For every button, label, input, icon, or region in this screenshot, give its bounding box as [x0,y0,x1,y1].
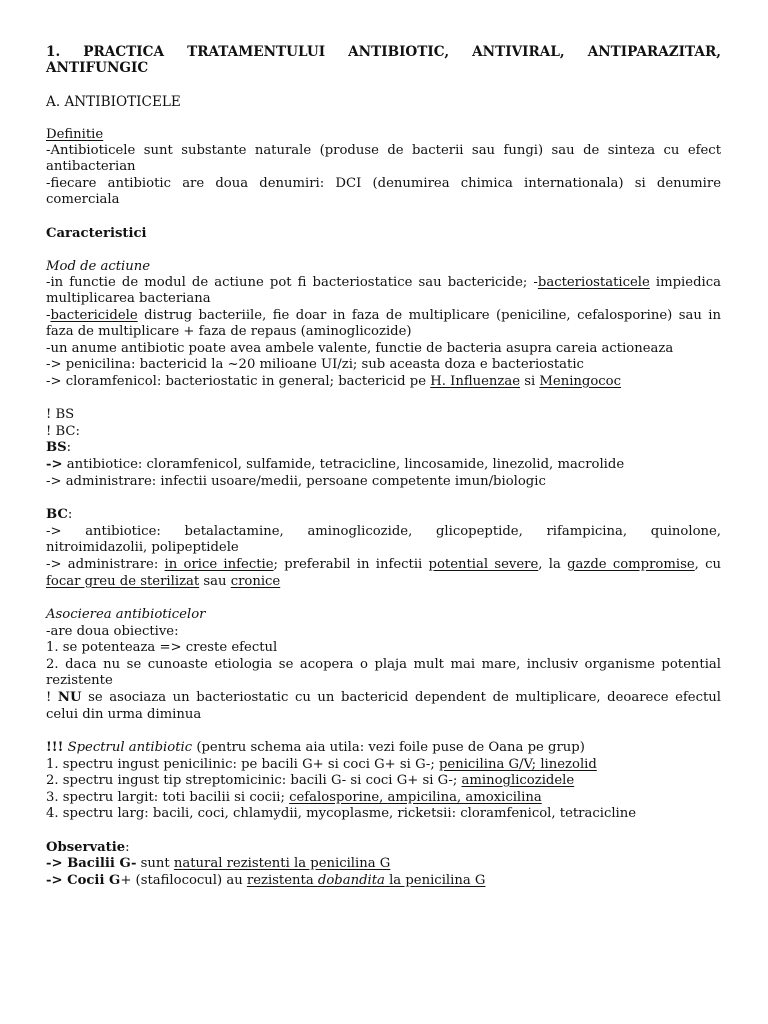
note-bc: ! BC: [46,424,80,439]
paragraph-line: comerciala [46,192,120,207]
paragraph-line: -fiecare antibiotic are doua denumiri: DCI (denumirea chimica internationala) si denumire [46,176,721,191]
paragraph-line: 1. se potenteaza => creste efectul [46,640,278,655]
paragraph-line: -are doua obiective: [46,624,179,639]
term-bactericidele: bactericidele [50,308,138,323]
paragraph-line: -> cloramfenicol: bacteriostatic in general; bactericid pe H. Influenzae si Meningococ [46,374,622,389]
paragraph-line: -> administrare: infectii usoare/medii, persoane competente imun/biologic [46,474,546,489]
term-bacteriostaticele: bacteriostaticele [537,275,650,290]
note-bs: ! BS [46,407,75,422]
paragraph-line: antibacterian [46,159,136,174]
paragraph-line: -> administrare: in orice infectie; preferabil in infectii potential severe, la gazde compromise, cu [46,557,722,572]
list-item: 2. spectru ingust tip streptomicinic: bacili G- si coci G+ si G-; aminoglicozidele [46,773,575,788]
definitie-heading: Definitie [46,127,104,142]
paragraph-line: -in functie de modul de actiune pot fi bacteriostatice sau bactericide; -bacteriostaticele impiedica [46,275,721,290]
paragraph-line: multiplicarea bacteriana [46,291,211,306]
paragraph-line: faza de multiplicare + faza de repaus (aminoglicozide) [46,324,412,339]
paragraph-line: nitroimidazolii, polipeptidele [46,540,239,555]
term-meningococ: Meningococ [539,374,622,389]
paragraph-line: -Antibioticele sunt substante naturale (produse de bacterii sau fungi) sau de sinteza cu efect [46,143,721,158]
paragraph-line: -> antibiotice: cloramfenicol, sulfamide, tetracicline, lincosamide, linezolid, macrolide [46,457,625,472]
bs-heading: BS: [46,440,72,455]
observatie-heading: Observatie: [46,840,130,855]
spectrul-heading: !!! Spectrul antibiotic (pentru schema aia utila: vezi foile puse de Oana pe grup) [46,740,585,755]
paragraph-line: -> antibiotice: betalactamine, aminoglicozide, glicopeptide, rifampicina, quinolone, [46,524,721,539]
list-item: 4. spectru larg: bacili, coci, chlamydii, mycoplasme, ricketsii: cloramfenicol, tetracicline [46,806,637,821]
paragraph-line: -bactericidele distrug bacteriile, fie doar in faza de multiplicare (peniciline, cefalosporine) sau in [46,308,721,323]
caracteristici-heading: Caracteristici [46,226,147,241]
paragraph-line: -> Bacilii G- sunt natural rezistenti la penicilina G [46,856,391,871]
list-item: 1. spectru ingust penicilinic: pe bacili G+ si coci G+ si G-; penicilina G/V; linezolid [46,757,597,772]
asocierea-heading: Asocierea antibioticelor [46,607,206,622]
document-title-line2: ANTIFUNGIC [46,60,149,76]
document-title-line1: 1. PRACTICA TRATAMENTULUI ANTIBIOTIC, ANTIVIRAL, ANTIPARAZITAR, [46,44,721,60]
paragraph-line: -> Cocii G+ (stafilococul) au rezistenta dobandita la penicilina G [46,873,486,888]
list-item: 3. spectru largit: toti bacilii si cocii; cefalosporine, ampicilina, amoxicilina [46,790,542,805]
bc-heading: BC: [46,507,73,522]
paragraph-line: ! NU se asociaza un bacteriostatic cu un bactericid dependent de multiplicare, deoarece efectul [46,690,721,705]
paragraph-line: celui din urma diminua [46,707,202,722]
section-heading-antibioticele: A. ANTIBIOTICELE [46,94,181,110]
paragraph-line: 2. daca nu se cunoaste etiologia se acopera o plaja mult mai mare, inclusiv organisme potential [46,657,721,672]
mod-actiune-heading: Mod de actiune [46,259,151,274]
paragraph-line: focar greu de sterilizat sau cronice [46,574,281,589]
term-h-influenzae: H. Influenzae [430,374,521,389]
paragraph-line: -> penicilina: bactericid la ~20 milioane UI/zi; sub aceasta doza e bacteriostatic [46,357,584,372]
paragraph-line: -un anume antibiotic poate avea ambele valente, functie de bacteria asupra careia actioneaza [46,341,674,356]
paragraph-line: rezistente [46,673,113,688]
